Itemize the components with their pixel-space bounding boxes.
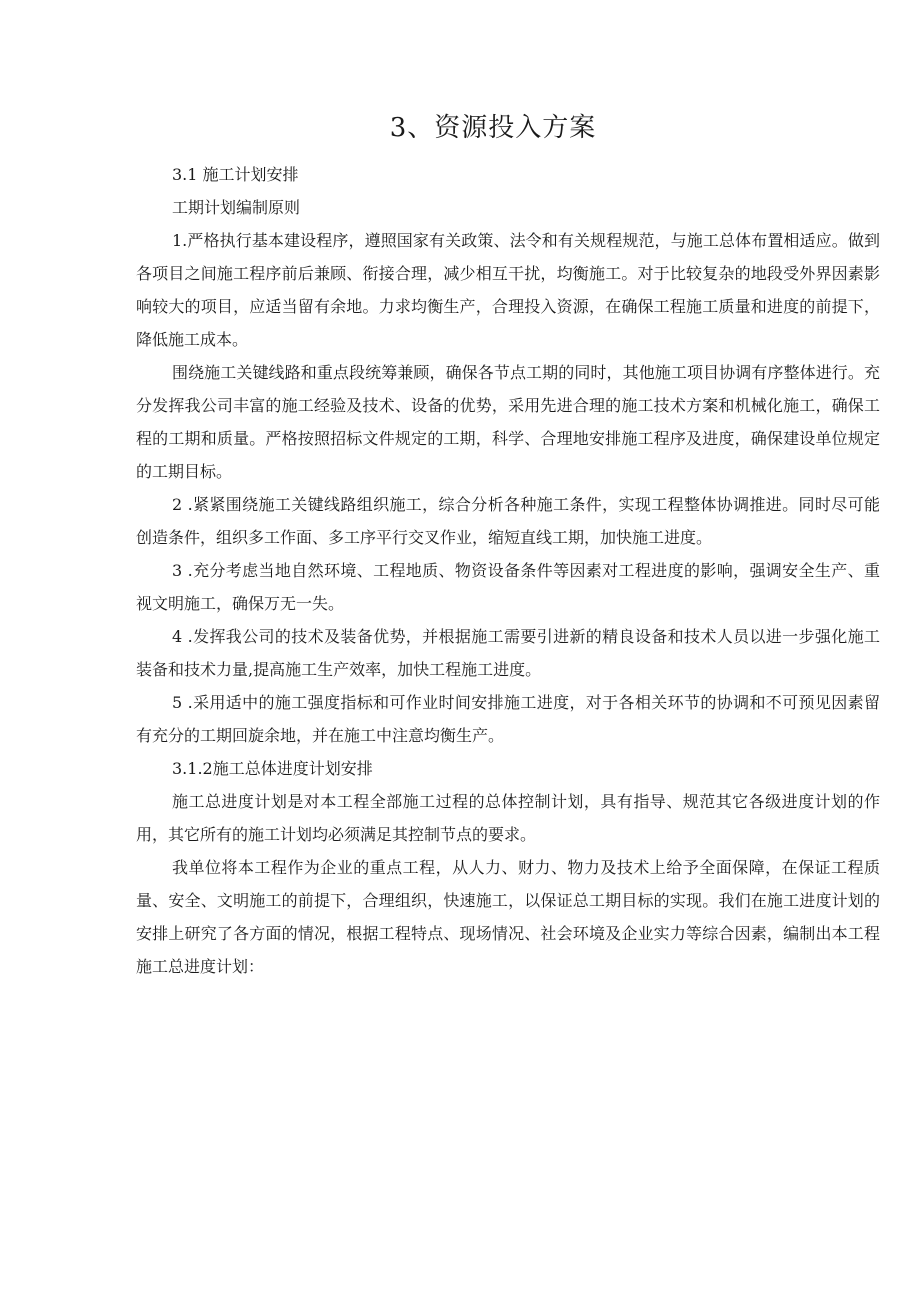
paragraph-principle-5: 5 .采用适中的施工强度指标和可作业时间安排施工进度，对于各相关环节的协调和不可预见因素留有充分的工期回旋余地，并在施工中注意均衡生产。 [136,693,880,745]
document-title: 3、资源投入方案 [389,113,597,143]
section-heading-3-1-2: 3.1.2施工总体进度计划安排 [172,759,373,778]
paragraph-company-commitment: 我单位将本工程作为企业的重点工程，从人力、财力、物力及技术上给予全面保障，在保证工程质量、安全、文明施工的前提下，合理组织，快速施工，以保证总工期目标的实现。我们在施工进度计划的安排上研究了各方面的情况，根据工程特点、现场情况、社会环境及企业实力等综合因素，编制出本工程施工总进度计划： [136,858,880,976]
section-heading-3-1: 3.1 施工计划安排 [172,165,299,184]
paragraph-principle-2: 2 .紧紧围绕施工关键线路组织施工，综合分析各种施工条件，实现工程整体协调推进。同时尽可能创造条件，组织多工作面、多工序平行交叉作业，缩短直线工期，加快施工进度。 [136,495,880,547]
subheading-schedule-principles: 工期计划编制原则 [172,198,301,217]
paragraph-master-schedule: 施工总进度计划是对本工程全部施工过程的总体控制计划，具有指导、规范其它各级进度计划的作用，其它所有的施工计划均必须满足其控制节点的要求。 [136,792,880,844]
paragraph-key-path: 围绕施工关键线路和重点段统筹兼顾，确保各节点工期的同时，其他施工项目协调有序整体进行。充分发挥我公司丰富的施工经验及技术、设备的优势，采用先进合理的施工技术方案和机械化施工，确保工程的工期和质量。严格按照招标文件规定的工期，科学、合理地安排施工程序及进度，确保建设单位规定的工期目标。 [136,363,880,481]
paragraph-principle-3: 3 .充分考虑当地自然环境、工程地质、物资设备条件等因素对工程进度的影响，强调安全生产、重视文明施工，确保万无一失。 [136,561,880,613]
paragraph-principle-1: 1.严格执行基本建设程序，遵照国家有关政策、法令和有关规程规范，与施工总体布置相适应。做到各项目之间施工程序前后兼顾、衔接合理，减少相互干扰，均衡施工。对于比较复杂的地段受外界因素影响较大的项目，应适当留有余地。力求均衡生产，合理投入资源，在确保工程施工质量和进度的前提下，降低施工成本。 [136,231,880,349]
paragraph-principle-4: 4 .发挥我公司的技术及装备优势，并根据施工需要引进新的精良设备和技术人员以进一步强化施工装备和技术力量,提高施工生产效率，加快工程施工进度。 [136,627,880,679]
